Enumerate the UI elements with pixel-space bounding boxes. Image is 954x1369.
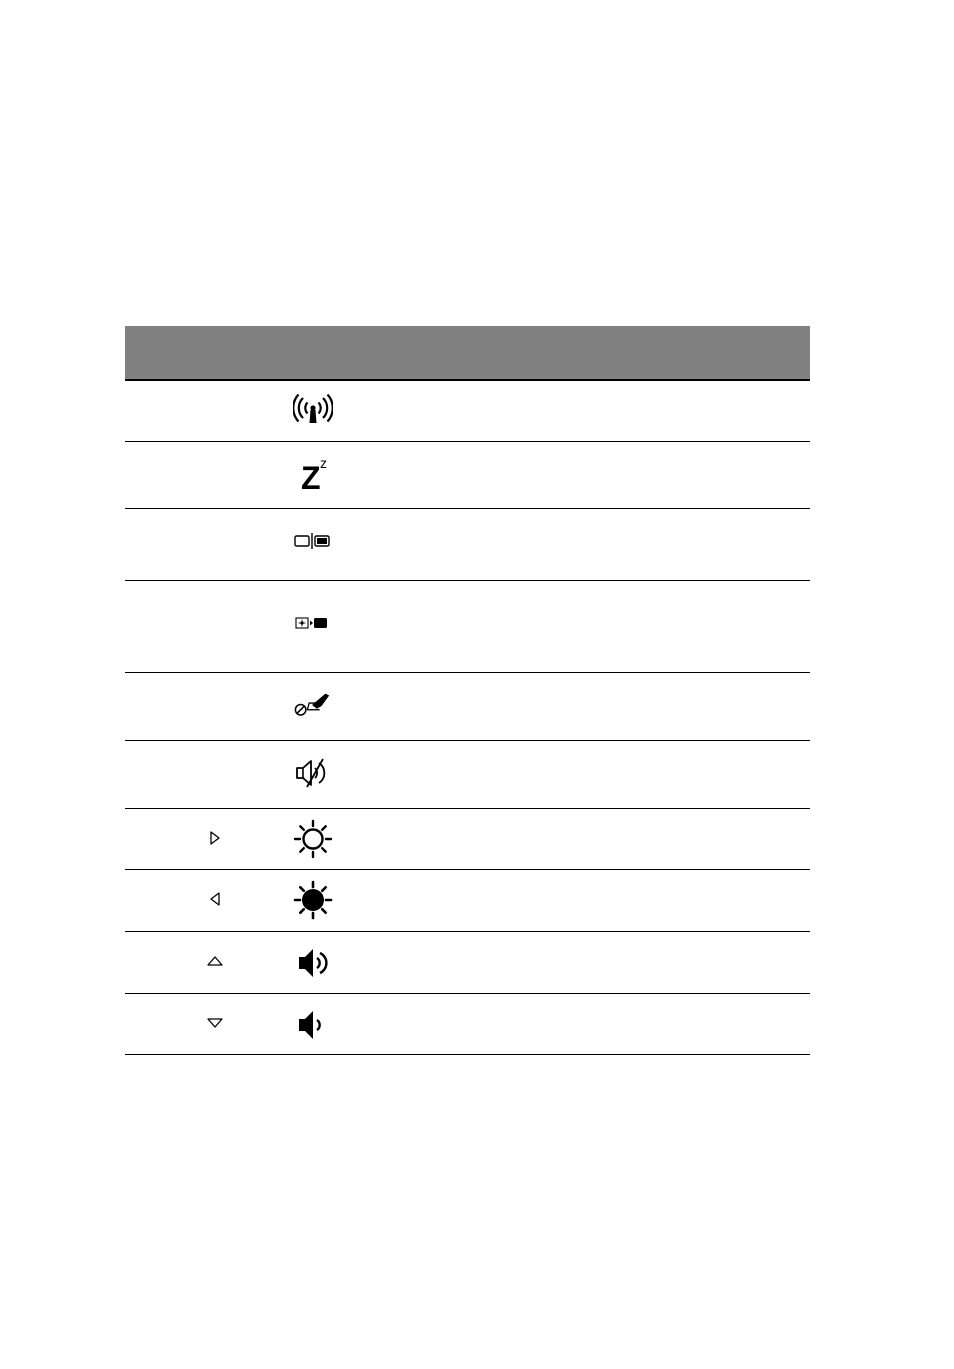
wireless-antenna-icon xyxy=(293,389,333,433)
volume-up-icon xyxy=(293,944,333,982)
table-row xyxy=(125,442,810,509)
speaker-mute-icon xyxy=(293,753,333,793)
table-row xyxy=(125,741,810,809)
triangle-down-icon xyxy=(200,1015,230,1031)
table-row xyxy=(125,381,810,442)
triangle-right-icon xyxy=(200,829,230,847)
brightness-down-icon xyxy=(293,880,333,920)
volume-down-icon xyxy=(293,1006,333,1044)
triangle-up-icon xyxy=(200,953,230,969)
touchpad-toggle-icon xyxy=(293,685,333,725)
table-row xyxy=(125,509,810,581)
table-row xyxy=(125,809,810,870)
sleep-z-big: Z xyxy=(301,460,321,494)
screen-blank-icon xyxy=(293,613,333,633)
table-row xyxy=(125,994,810,1055)
sleep-zz-icon xyxy=(293,452,333,496)
hotkey-table xyxy=(125,326,810,1055)
table-header xyxy=(125,326,810,381)
triangle-left-icon xyxy=(200,890,230,908)
display-toggle-icon xyxy=(293,531,333,551)
table-row xyxy=(125,673,810,741)
sleep-z-small: z xyxy=(320,455,327,471)
brightness-up-icon xyxy=(293,819,333,859)
table-row xyxy=(125,870,810,932)
table-row xyxy=(125,932,810,994)
table-row xyxy=(125,581,810,673)
